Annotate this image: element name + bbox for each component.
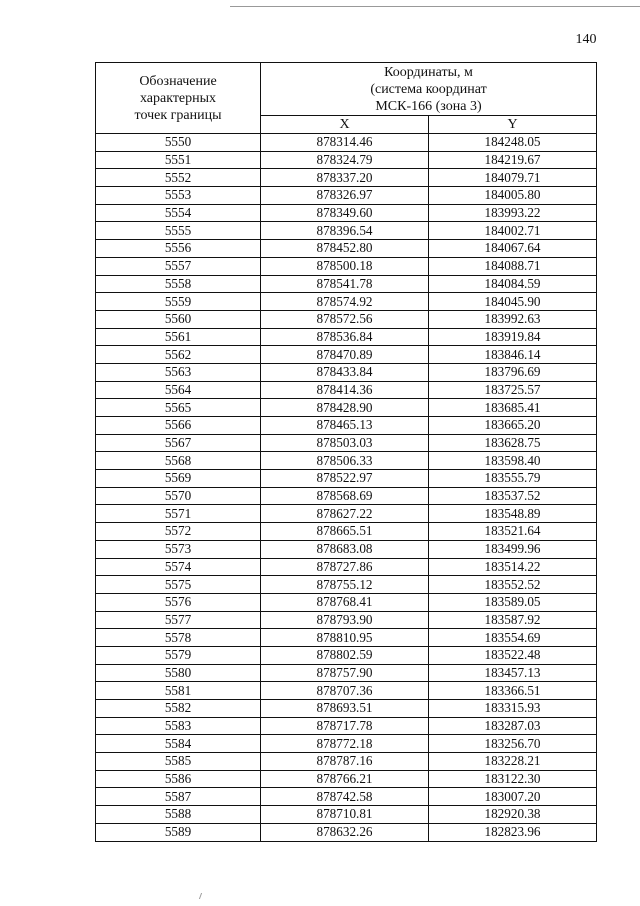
table-row <box>96 204 597 222</box>
point-id-cell: 5585 <box>96 753 261 771</box>
y-coordinate-cell: 183589.05 <box>429 593 597 611</box>
y-coordinate-cell: 183555.79 <box>429 470 597 488</box>
point-id-cell: 5556 <box>96 240 261 258</box>
x-coordinate-cell: 878572.56 <box>261 310 429 328</box>
table-row <box>96 593 597 611</box>
point-id-cell: 5560 <box>96 310 261 328</box>
point-id-cell: 5551 <box>96 151 261 169</box>
y-coordinate-cell: 183256.70 <box>429 735 597 753</box>
table-row <box>96 240 597 258</box>
x-coordinate-cell: 878541.78 <box>261 275 429 293</box>
table-row <box>96 275 597 293</box>
y-coordinate-cell: 183725.57 <box>429 381 597 399</box>
y-coordinate-cell: 183457.13 <box>429 664 597 682</box>
y-coordinate-cell: 183796.69 <box>429 363 597 381</box>
y-coordinate-cell: 183598.40 <box>429 452 597 470</box>
points-header-line-2: характерных <box>139 90 217 106</box>
point-id-cell: 5562 <box>96 346 261 364</box>
point-id-cell: 5550 <box>96 134 261 152</box>
x-coordinate-cell: 878742.58 <box>261 788 429 806</box>
point-id-cell: 5583 <box>96 717 261 735</box>
x-coordinate-cell: 878768.41 <box>261 593 429 611</box>
table-row <box>96 417 597 435</box>
table-row <box>96 470 597 488</box>
y-coordinate-cell: 183366.51 <box>429 682 597 700</box>
y-coordinate-cell: 183514.22 <box>429 558 597 576</box>
point-id-cell: 5554 <box>96 204 261 222</box>
y-coordinate-cell: 183548.89 <box>429 505 597 523</box>
table-row <box>96 257 597 275</box>
y-coordinate-cell: 184219.67 <box>429 151 597 169</box>
x-coordinate-cell: 878755.12 <box>261 576 429 594</box>
x-coordinate-cell: 878522.97 <box>261 470 429 488</box>
table-row <box>96 523 597 541</box>
table-row <box>96 505 597 523</box>
table-row <box>96 487 597 505</box>
y-coordinate-cell: 183315.93 <box>429 700 597 718</box>
point-id-cell: 5564 <box>96 381 261 399</box>
y-coordinate-cell: 184088.71 <box>429 257 597 275</box>
y-coordinate-cell: 184067.64 <box>429 240 597 258</box>
point-id-cell: 5588 <box>96 806 261 824</box>
table-row <box>96 452 597 470</box>
point-id-cell: 5553 <box>96 187 261 205</box>
point-id-cell: 5567 <box>96 434 261 452</box>
x-coordinate-cell: 878452.80 <box>261 240 429 258</box>
x-coordinate-cell: 878536.84 <box>261 328 429 346</box>
point-id-cell: 5573 <box>96 540 261 558</box>
point-id-cell: 5580 <box>96 664 261 682</box>
point-id-cell: 5555 <box>96 222 261 240</box>
x-coordinate-cell: 878414.36 <box>261 381 429 399</box>
point-id-cell: 5570 <box>96 487 261 505</box>
y-coordinate-cell: 183587.92 <box>429 611 597 629</box>
table-header-row <box>96 63 597 116</box>
table-row <box>96 806 597 824</box>
x-coordinate-cell: 878433.84 <box>261 363 429 381</box>
y-coordinate-cell: 183287.03 <box>429 717 597 735</box>
y-coordinate-cell: 183665.20 <box>429 417 597 435</box>
table-row <box>96 222 597 240</box>
y-coordinate-cell: 184045.90 <box>429 293 597 311</box>
y-coordinate-cell: 183993.22 <box>429 204 597 222</box>
y-coordinate-cell: 183007.20 <box>429 788 597 806</box>
y-coordinate-cell: 183521.64 <box>429 523 597 541</box>
x-coordinate-cell: 878326.97 <box>261 187 429 205</box>
coordinates-table <box>95 62 597 842</box>
table-row <box>96 735 597 753</box>
table-row <box>96 293 597 311</box>
y-coordinate-cell: 183554.69 <box>429 629 597 647</box>
table-row <box>96 646 597 664</box>
point-id-cell: 5586 <box>96 770 261 788</box>
y-coordinate-cell: 183522.48 <box>429 646 597 664</box>
x-coordinate-cell: 878349.60 <box>261 204 429 222</box>
scan-mark <box>199 893 205 899</box>
coords-header-line-2: (система координат <box>370 81 487 97</box>
x-coordinate-cell: 878772.18 <box>261 735 429 753</box>
coords-header-line-1: Координаты, м <box>384 64 473 80</box>
point-id-cell: 5552 <box>96 169 261 187</box>
y-coordinate-cell: 183228.21 <box>429 753 597 771</box>
point-id-cell: 5561 <box>96 328 261 346</box>
table-row <box>96 753 597 771</box>
x-coordinate-cell: 878627.22 <box>261 505 429 523</box>
y-coordinate-cell: 183685.41 <box>429 399 597 417</box>
top-divider <box>230 6 640 7</box>
table-row <box>96 629 597 647</box>
table-row <box>96 823 597 841</box>
table-row <box>96 399 597 417</box>
x-coordinate-cell: 878503.03 <box>261 434 429 452</box>
point-id-cell: 5575 <box>96 576 261 594</box>
x-coordinate-cell: 878757.90 <box>261 664 429 682</box>
point-id-cell: 5584 <box>96 735 261 753</box>
point-id-cell: 5565 <box>96 399 261 417</box>
y-column-header: Y <box>429 116 597 134</box>
point-id-cell: 5557 <box>96 257 261 275</box>
y-coordinate-cell: 182920.38 <box>429 806 597 824</box>
y-coordinate-cell: 184005.80 <box>429 187 597 205</box>
x-coordinate-cell: 878717.78 <box>261 717 429 735</box>
x-coordinate-cell: 878707.36 <box>261 682 429 700</box>
point-id-cell: 5571 <box>96 505 261 523</box>
x-coordinate-cell: 878574.92 <box>261 293 429 311</box>
point-id-cell: 5566 <box>96 417 261 435</box>
table-row <box>96 346 597 364</box>
x-coordinate-cell: 878465.13 <box>261 417 429 435</box>
point-id-cell: 5576 <box>96 593 261 611</box>
table-row <box>96 151 597 169</box>
x-coordinate-cell: 878568.69 <box>261 487 429 505</box>
point-id-cell: 5581 <box>96 682 261 700</box>
table-row <box>96 682 597 700</box>
page-number: 140 <box>575 32 597 47</box>
x-coordinate-cell: 878500.18 <box>261 257 429 275</box>
table-row <box>96 700 597 718</box>
y-coordinate-cell: 183499.96 <box>429 540 597 558</box>
x-coordinate-cell: 878787.16 <box>261 753 429 771</box>
table-row <box>96 187 597 205</box>
point-id-cell: 5574 <box>96 558 261 576</box>
x-column-header: X <box>261 116 429 134</box>
x-coordinate-cell: 878470.89 <box>261 346 429 364</box>
table-row <box>96 717 597 735</box>
point-id-cell: 5587 <box>96 788 261 806</box>
y-coordinate-cell: 182823.96 <box>429 823 597 841</box>
y-coordinate-cell: 183846.14 <box>429 346 597 364</box>
point-id-cell: 5589 <box>96 823 261 841</box>
table-row <box>96 576 597 594</box>
point-id-cell: 5563 <box>96 363 261 381</box>
x-coordinate-cell: 878506.33 <box>261 452 429 470</box>
table-row <box>96 540 597 558</box>
table-row <box>96 310 597 328</box>
y-coordinate-cell: 183122.30 <box>429 770 597 788</box>
y-coordinate-cell: 183552.52 <box>429 576 597 594</box>
table-row <box>96 611 597 629</box>
coordinates-column-header <box>261 63 597 116</box>
x-coordinate-cell: 878324.79 <box>261 151 429 169</box>
x-coordinate-cell: 878683.08 <box>261 540 429 558</box>
table-row <box>96 169 597 187</box>
y-coordinate-cell: 184079.71 <box>429 169 597 187</box>
point-id-cell: 5579 <box>96 646 261 664</box>
x-coordinate-cell: 878727.86 <box>261 558 429 576</box>
point-id-cell: 5558 <box>96 275 261 293</box>
table-row <box>96 664 597 682</box>
x-coordinate-cell: 878802.59 <box>261 646 429 664</box>
x-coordinate-cell: 878314.46 <box>261 134 429 152</box>
point-id-cell: 5582 <box>96 700 261 718</box>
point-id-cell: 5578 <box>96 629 261 647</box>
table-row <box>96 381 597 399</box>
y-coordinate-cell: 183628.75 <box>429 434 597 452</box>
x-coordinate-cell: 878396.54 <box>261 222 429 240</box>
point-id-cell: 5577 <box>96 611 261 629</box>
points-header-line-1: Обозначение <box>139 73 217 89</box>
table-row <box>96 770 597 788</box>
table-row <box>96 434 597 452</box>
y-coordinate-cell: 184084.59 <box>429 275 597 293</box>
table-body <box>96 134 597 842</box>
point-id-cell: 5569 <box>96 470 261 488</box>
x-coordinate-cell: 878810.95 <box>261 629 429 647</box>
x-coordinate-cell: 878337.20 <box>261 169 429 187</box>
y-coordinate-cell: 183919.84 <box>429 328 597 346</box>
y-coordinate-cell: 184248.05 <box>429 134 597 152</box>
y-coordinate-cell: 184002.71 <box>429 222 597 240</box>
y-coordinate-cell: 183992.63 <box>429 310 597 328</box>
table-row <box>96 363 597 381</box>
x-coordinate-cell: 878710.81 <box>261 806 429 824</box>
x-coordinate-cell: 878428.90 <box>261 399 429 417</box>
point-id-cell: 5572 <box>96 523 261 541</box>
table-row <box>96 328 597 346</box>
x-coordinate-cell: 878632.26 <box>261 823 429 841</box>
x-coordinate-cell: 878793.90 <box>261 611 429 629</box>
coords-header-line-3: МСК-166 (зона 3) <box>375 98 482 114</box>
table-row <box>96 558 597 576</box>
y-coordinate-cell: 183537.52 <box>429 487 597 505</box>
x-coordinate-cell: 878693.51 <box>261 700 429 718</box>
point-id-cell: 5559 <box>96 293 261 311</box>
points-column-header <box>96 63 261 134</box>
points-header-line-3: точек границы <box>134 107 222 123</box>
x-coordinate-cell: 878766.21 <box>261 770 429 788</box>
x-coordinate-cell: 878665.51 <box>261 523 429 541</box>
table-row <box>96 788 597 806</box>
table-row <box>96 134 597 152</box>
point-id-cell: 5568 <box>96 452 261 470</box>
